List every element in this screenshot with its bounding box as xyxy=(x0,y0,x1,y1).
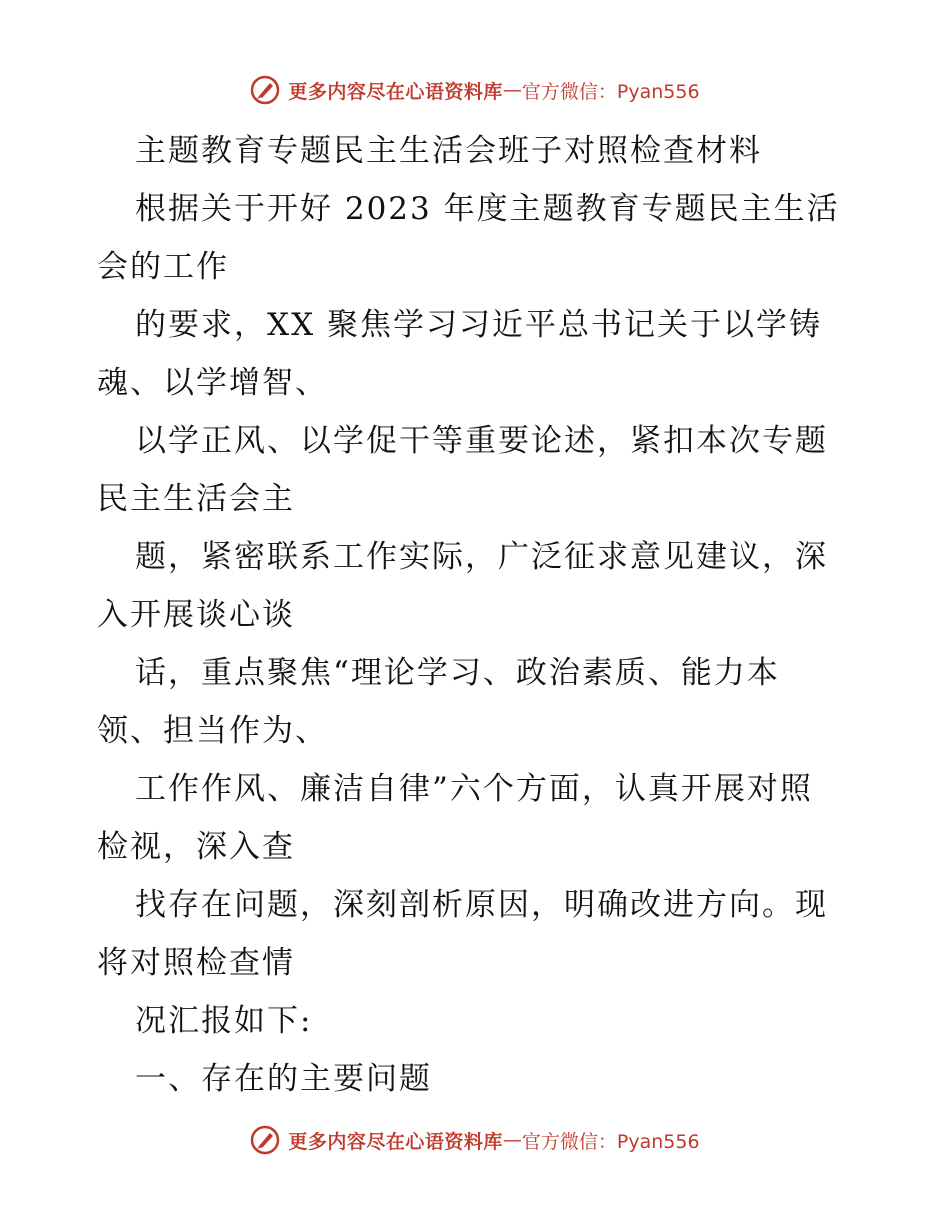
section-heading: 一、存在的主要问题 xyxy=(135,1061,432,1097)
paragraph-line: 况汇报如下: xyxy=(135,1003,313,1039)
document-body xyxy=(97,122,857,1108)
paragraph-line: 入开展谈心谈 xyxy=(97,597,295,633)
watermark-separator: — xyxy=(502,79,522,101)
paragraph-line: 题，紧密联系工作实际，广泛征求意见建议，深 xyxy=(135,539,828,575)
watermark-header xyxy=(0,72,950,108)
watermark-separator: — xyxy=(502,1129,522,1151)
document-title: 主题教育专题民主生活会班子对照检查材料 xyxy=(135,133,762,169)
watermark-footer xyxy=(0,1122,950,1158)
watermark-contact: 官方微信：Pyan556 xyxy=(521,80,700,103)
quill-pen-logo-icon xyxy=(250,1125,280,1155)
paragraph-line: 话，重点聚焦“理论学习、政治素质、能力本 xyxy=(135,655,780,691)
paragraph-line: 将对照检查情 xyxy=(97,945,295,981)
paragraph-line: 检视，深入查 xyxy=(97,829,295,865)
paragraph-line: 工作作风、廉洁自律”六个方面，认真开展对照 xyxy=(135,771,813,807)
watermark-brand: 更多内容尽在心语资料库 xyxy=(288,1130,503,1153)
watermark-contact: 官方微信：Pyan556 xyxy=(521,1130,700,1153)
paragraph-line: 会的工作 xyxy=(97,249,229,285)
paragraph-line: 根据关于开好 2023 年度主题教育专题民主生活 xyxy=(135,191,840,227)
paragraph-line: 找存在问题，深刻剖析原因，明确改进方向。现 xyxy=(135,887,828,923)
quill-pen-logo-icon xyxy=(250,75,280,105)
paragraph-line: 领、担当作为、 xyxy=(97,713,328,749)
paragraph-line: 的要求，XX 聚焦学习习近平总书记关于以学铸 xyxy=(135,307,822,343)
paragraph-line: 魂、以学增智、 xyxy=(97,365,328,401)
paragraph-line: 以学正风、以学促干等重要论述，紧扣本次专题 xyxy=(135,423,828,459)
watermark-brand: 更多内容尽在心语资料库 xyxy=(288,80,503,103)
paragraph-line: 民主生活会主 xyxy=(97,481,295,517)
